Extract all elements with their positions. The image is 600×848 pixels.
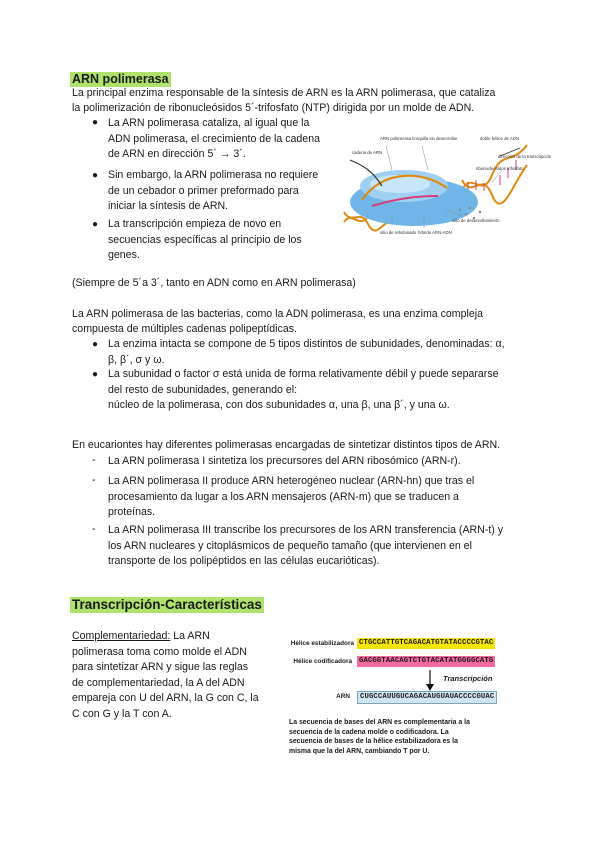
rna-polymerase-figure: [342, 130, 552, 248]
intro-line-1: La principal enzima responsable de la síntesis de ARN es la ARN polimerasa, que cataliza: [72, 87, 496, 99]
bullet-dot: ●: [92, 369, 99, 380]
bullet-item: Sin embargo, la ARN polimerasa no requiere de un cebador o primer preformado para iniciar la síntesis de ARN.: [108, 169, 319, 212]
bullet-dot: ●: [92, 219, 99, 230]
fig-label-hibrido: híbrido ARN-ADN: [418, 230, 452, 235]
section-heading-transcripcion: Transcripción-Características: [72, 597, 262, 612]
label-helice-estabilizadora: Hélice estabilizadora: [290, 640, 354, 647]
diagram-caption: La secuencia de bases del ARN es complementaria a la secuencia de la cadena molde o codificadora. La secuencia de bases de la hélice estabilizadora es la misma que la del ARN, cambiando T por U.: [289, 719, 470, 755]
bullet-item: La enzima intacta se compone de 5 tipos distintos de subunidades, denominadas: α, β, β´, σ y ω.: [108, 338, 505, 366]
fig-label-doble-helice: doble hélice de ADN: [480, 136, 519, 141]
transcription-arrow-icon: [424, 670, 436, 692]
sequence-rna: CUGCCAUUGUCAGACAUGUAUACCCCGUAC: [357, 691, 497, 704]
dash-item: La ARN polimerasa I sintetiza los precursores del ARN ribosómico (ARN-r).: [108, 455, 461, 467]
note-direction: (Siempre de 5´a 3´, tanto en ADN como en ARN polimerasa): [72, 277, 356, 289]
bullet-item: La transcripción empieza de novo en secuencias específicas al principio de los genes.: [108, 218, 302, 261]
fig-label-cadena-arn: cadena de ARN: [352, 150, 383, 155]
fig-label-ribonucleosidos: ribonucleósidos trifosfato: [476, 166, 524, 171]
sequence-stabilizing: CTGCCATTGTCAGACATGTATACCCCGTAC: [359, 639, 494, 647]
bacteria-line-1: La ARN polimerasa de las bacterias, como la ADN polimerasa, es una enzima compleja: [72, 308, 483, 320]
label-helice-codificadora: Hélice codificadora: [293, 658, 352, 665]
fig-label-polimerasa: ARN polimerasa: [380, 136, 412, 141]
dash-marker: -: [92, 454, 96, 466]
dash-marker: -: [92, 523, 96, 535]
section-heading-arn-polimerasa: ARN polimerasa: [72, 72, 169, 86]
complementariedad-text: Complementariedad: La ARN polimerasa toma como molde el ADN para sintetizar ARN y sigue las reglas de complementariedad, la A del ADN empareja con U del ARN, la G con C, la C con G y la T con A.: [72, 630, 259, 720]
sequence-coding: GACGGTAACAGTCTGTACATATGGGGCATG: [359, 657, 494, 665]
bullet-dot: ●: [92, 170, 99, 181]
bullet-dot: ●: [92, 339, 99, 350]
dash-marker: -: [92, 474, 96, 486]
bullet-item: La ARN polimerasa cataliza, al igual que la ADN polimerasa, el crecimiento de la cadena de ARN en dirección 5´ → 3´.: [108, 117, 320, 160]
fig-label-direccion: dirección de la transcripción: [498, 154, 552, 159]
fig-label-horquilla: horquilla sin desenrollar: [412, 136, 458, 141]
bacteria-line-2: compuesta de múltiples cadenas polipeptídicas.: [72, 323, 297, 335]
complementariedad-label: Complementariedad:: [72, 630, 171, 642]
transcription-label: Transcripción: [443, 674, 493, 683]
bullet-dot: ●: [92, 117, 99, 128]
fig-label-rebobinado: sitio de rebobinado: [380, 230, 417, 235]
dash-item: La ARN polimerasa II produce ARN heterogéneo nuclear (ARN-hn) que tras el procesamiento da lugar a los ARN mensajeros (ARN-m) que se traducen a proteínas.: [108, 475, 475, 518]
eukaryote-intro: En eucariontes hay diferentes polimerasas encargadas de sintetizar distintos tipos de ARN.: [72, 439, 501, 451]
intro-line-2: la polimerización de ribonucleósidos 5´-trifosfato (NTP) dirigida por un molde de ADN.: [72, 102, 475, 114]
dash-item: La ARN polimerasa III transcribe los precursores de los ARN transferencia (ARN-t) y los ARN nucleares y citoplásmicos de pequeño tamaño (que intervienen en el transporte de los polipéptidos en las células eucarióticas).: [108, 524, 504, 567]
bullet-item: La subunidad o factor σ está unida de forma relativamente débil y puede separarse del resto de subunidades, generando el: núcleo de la polimerasa, con dos subunidades α, una β, una β´, y una ω.: [108, 368, 499, 411]
fig-label-desenrollamiento: sitio de desenrollamiento: [452, 218, 500, 223]
label-arn: ARN: [336, 693, 350, 700]
